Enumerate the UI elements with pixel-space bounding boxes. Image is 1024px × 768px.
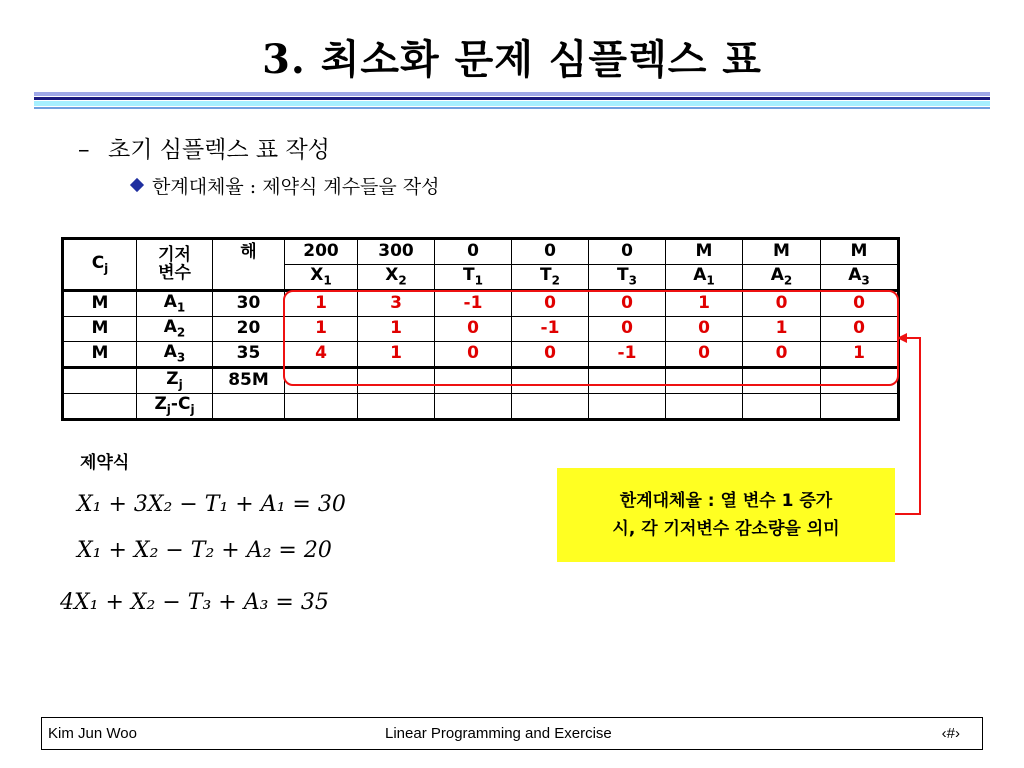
coef-cell: 3 xyxy=(358,291,435,317)
footer-course: Linear Programming and Exercise xyxy=(385,725,612,742)
cost-cell: M xyxy=(666,239,743,265)
coef-cell: 1 xyxy=(285,317,358,342)
var-cell: $T_1$ xyxy=(435,265,512,291)
connector-line xyxy=(895,513,921,515)
zj-cj-row xyxy=(63,394,899,420)
row-cj: M xyxy=(63,342,137,368)
title-rule-lavender xyxy=(34,92,990,96)
coef-cell: 0 xyxy=(743,291,821,317)
bullet-level2-text: 한계대체율 : 제약식 계수들을 작성 xyxy=(152,176,440,198)
coef-cell: 0 xyxy=(589,317,666,342)
slide-title: 3. 최소화 문제 심플렉스 표 xyxy=(262,36,762,83)
coefficient-highlight-box xyxy=(283,290,899,386)
empty-cell xyxy=(743,394,821,420)
var-cell: $X_1$ xyxy=(285,265,358,291)
var-cell: $T_3$ xyxy=(589,265,666,291)
empty-cell xyxy=(589,394,666,420)
cost-cell: 0 xyxy=(435,239,512,265)
cost-cell: 300 xyxy=(358,239,435,265)
diamond-bullet-icon xyxy=(130,178,144,192)
title-rule-blue xyxy=(34,107,990,109)
cost-cell: 200 xyxy=(285,239,358,265)
row-basis: $A_1$ xyxy=(137,291,213,317)
row-cj: M xyxy=(63,291,137,317)
basis-header: 기저 변수 xyxy=(137,239,213,291)
cost-cell: M xyxy=(743,239,821,265)
coef-cell: 0 xyxy=(666,317,743,342)
empty-cell xyxy=(821,394,899,420)
coef-cell: 0 xyxy=(666,342,743,368)
row-rhs: 20 xyxy=(213,317,285,342)
cost-cell: M xyxy=(821,239,899,265)
bullet-level1-text: 초기 심플렉스 표 작성 xyxy=(108,137,330,163)
callout-line2: 시, 각 기저변수 감소량을 의미 xyxy=(612,519,840,539)
slide-footer xyxy=(41,717,983,750)
equation-2: X₁ + X₂ − T₂ + A₂ = 20 xyxy=(77,538,332,563)
coef-cell: 0 xyxy=(821,291,899,317)
empty-cell xyxy=(358,394,435,420)
empty-cell xyxy=(63,368,137,394)
title-rule-cyan xyxy=(34,101,990,106)
row-basis: $A_3$ xyxy=(137,342,213,368)
solution-header: 해 xyxy=(213,239,285,291)
row-basis: $A_2$ xyxy=(137,317,213,342)
connector-line xyxy=(919,337,921,515)
cost-row xyxy=(63,239,899,265)
coef-cell: 0 xyxy=(589,291,666,317)
zj-cj-label: $Z_j-C_j$ xyxy=(137,394,213,420)
zj-value: 85M xyxy=(213,368,285,394)
bullet-level2 xyxy=(132,172,440,199)
empty-cell xyxy=(285,394,358,420)
coef-cell: 1 xyxy=(358,317,435,342)
coef-cell: 0 xyxy=(435,317,512,342)
cost-cell: 0 xyxy=(589,239,666,265)
empty-cell xyxy=(63,394,137,420)
coef-cell: -1 xyxy=(435,291,512,317)
coef-cell: 1 xyxy=(358,342,435,368)
coef-cell: 0 xyxy=(512,342,589,368)
coef-cell: 0 xyxy=(743,342,821,368)
coef-cell: 1 xyxy=(821,342,899,368)
coef-cell: 4 xyxy=(285,342,358,368)
dash-icon: – xyxy=(78,137,90,163)
arrow-left-icon xyxy=(897,333,907,343)
row-rhs: 35 xyxy=(213,342,285,368)
coef-cell: 1 xyxy=(666,291,743,317)
var-cell: $X_2$ xyxy=(358,265,435,291)
zj-label: $Z_j$ xyxy=(137,368,213,394)
coef-cell: 0 xyxy=(435,342,512,368)
var-cell: $A_2$ xyxy=(743,265,821,291)
cost-cell: 0 xyxy=(512,239,589,265)
row-rhs: 30 xyxy=(213,291,285,317)
empty-cell xyxy=(435,394,512,420)
empty-cell xyxy=(666,394,743,420)
footer-author: Kim Jun Woo xyxy=(48,725,137,742)
coef-cell: -1 xyxy=(512,317,589,342)
callout-line1: 한계대체율 : 열 변수 1 증가 xyxy=(619,491,833,511)
coef-cell: 0 xyxy=(821,317,899,342)
footer-page-number: ‹#› xyxy=(941,725,960,742)
equation-3: 4X₁ + X₂ − T₃ + A₃ = 35 xyxy=(60,590,329,615)
empty-cell xyxy=(512,394,589,420)
var-cell: $A_3$ xyxy=(821,265,899,291)
cj-header: $C_j$ xyxy=(63,239,137,291)
equation-1: X₁ + 3X₂ − T₁ + A₁ = 30 xyxy=(77,492,346,517)
title-rule-navy xyxy=(34,97,990,100)
var-cell: $T_2$ xyxy=(512,265,589,291)
constraints-label: 제약식 xyxy=(80,453,130,473)
row-cj: M xyxy=(63,317,137,342)
mrs-callout xyxy=(557,468,895,562)
coef-cell: 1 xyxy=(285,291,358,317)
var-cell: $A_1$ xyxy=(666,265,743,291)
coef-cell: 1 xyxy=(743,317,821,342)
coef-cell: -1 xyxy=(589,342,666,368)
bullet-level1 xyxy=(78,131,330,164)
coef-cell: 0 xyxy=(512,291,589,317)
empty-cell xyxy=(213,394,285,420)
